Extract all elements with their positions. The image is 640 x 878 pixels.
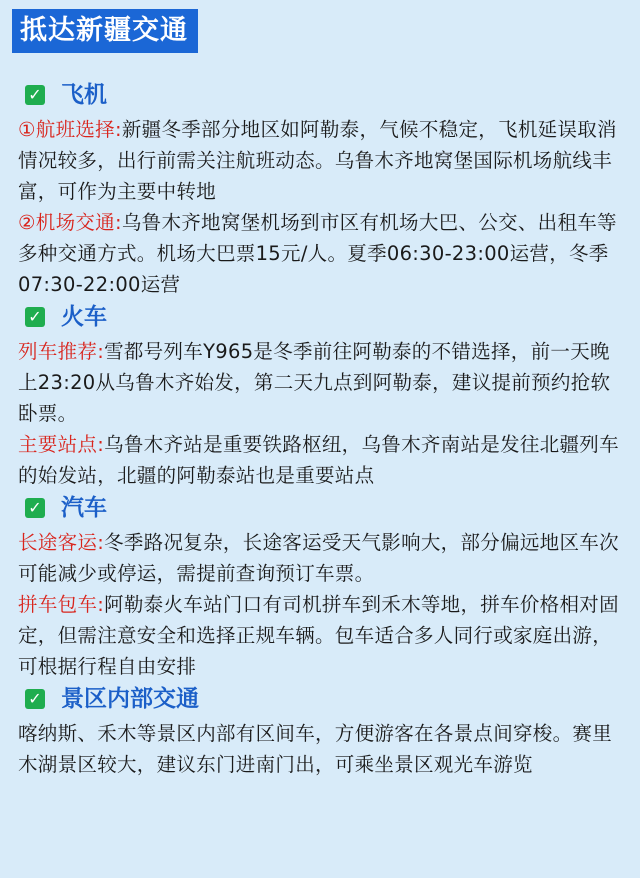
section-header bbox=[25, 682, 622, 716]
paragraph bbox=[18, 429, 622, 491]
checkmark-box-icon: ✓ bbox=[25, 85, 45, 105]
section-header bbox=[25, 300, 622, 334]
page-title: 抵达新疆交通 bbox=[12, 9, 198, 53]
paragraph bbox=[18, 527, 622, 589]
paragraph-label: 拼车包车: bbox=[18, 593, 105, 616]
paragraph bbox=[18, 336, 622, 429]
paragraph-label: 主要站点: bbox=[18, 433, 105, 456]
checkmark-box-icon: ✓ bbox=[25, 689, 45, 709]
section-header bbox=[25, 491, 622, 525]
paragraph bbox=[18, 114, 622, 207]
paragraph-text: 冬季路况复杂，长途客运受天气影响大，部分偏远地区车次可能减少或停运，需提前查询预订车票。 bbox=[18, 531, 619, 585]
paragraph-text: 喀纳斯、禾木等景区内部有区间车，方便游客在各景点间穿梭。赛里木湖景区较大，建议东门进南门出，可乘坐景区观光车游览 bbox=[18, 722, 613, 776]
section-plane bbox=[18, 78, 622, 300]
checkmark-box-icon: ✓ bbox=[25, 498, 45, 518]
paragraph-label: ①航班选择: bbox=[18, 118, 122, 141]
content-area bbox=[18, 78, 622, 780]
section-train bbox=[18, 300, 622, 491]
checkmark-box-icon: ✓ bbox=[25, 307, 45, 327]
paragraph bbox=[18, 718, 622, 780]
paragraph-text: 乌鲁木齐地窝堡机场到市区有机场大巴、公交、出租车等多种交通方式。机场大巴票15元/人。夏季06:30-23:00运营，冬季07:30-22:00运营 bbox=[18, 211, 617, 296]
paragraph-text: 阿勒泰火车站门口有司机拼车到禾木等地，拼车价格相对固定，但需注意安全和选择正规车辆。包车适合多人同行或家庭出游，可根据行程自由安排 bbox=[18, 593, 619, 678]
section-title: 汽车 bbox=[61, 495, 107, 521]
section-title: 飞机 bbox=[61, 82, 107, 108]
section-bus bbox=[18, 491, 622, 682]
section-title: 景区内部交通 bbox=[61, 686, 199, 712]
section-scenic-transport bbox=[18, 682, 622, 780]
paragraph-label: 列车推荐: bbox=[18, 340, 105, 363]
paragraph bbox=[18, 589, 622, 682]
paragraph bbox=[18, 207, 622, 300]
section-title: 火车 bbox=[61, 304, 107, 330]
paragraph-label: 长途客运: bbox=[18, 531, 105, 554]
paragraph-text: 新疆冬季部分地区如阿勒泰，气候不稳定，飞机延误取消情况较多，出行前需关注航班动态。乌鲁木齐地窝堡国际机场航线丰富，可作为主要中转地 bbox=[18, 118, 617, 203]
section-header bbox=[25, 78, 622, 112]
paragraph-text: 乌鲁木齐站是重要铁路枢纽，乌鲁木齐南站是发往北疆列车的始发站，北疆的阿勒泰站也是重要站点 bbox=[18, 433, 619, 487]
paragraph-text: 雪都号列车Y965是冬季前往阿勒泰的不错选择，前一天晚上23:20从乌鲁木齐始发，第二天九点到阿勒泰，建议提前预约抢软卧票。 bbox=[18, 340, 611, 425]
paragraph-label: ②机场交通: bbox=[18, 211, 122, 234]
